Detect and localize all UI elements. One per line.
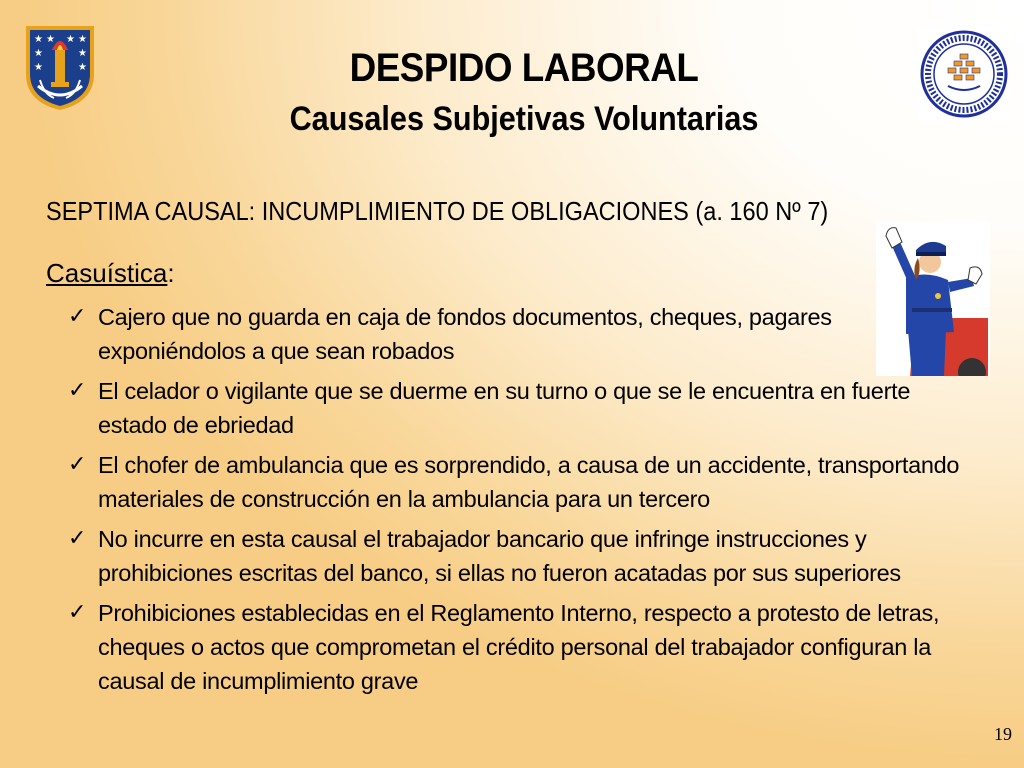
- slide-title: DESPIDO LABORAL: [349, 46, 699, 90]
- list-item: [68, 596, 988, 698]
- casuistica-heading: [46, 258, 175, 289]
- police-officer-clipart: [876, 222, 990, 376]
- casuistica-label: Casuística: [46, 258, 168, 288]
- list-item-text: No incurre en esta causal el trabajador bancario que infringe instrucciones y prohibiciones escritas del banco, si ellas no fueron acatadas por sus superiores: [98, 526, 901, 586]
- svg-text:★: ★: [46, 34, 55, 45]
- svg-text:★: ★: [78, 62, 87, 73]
- checkmark-icon: ✓: [68, 378, 87, 403]
- list-item-text: El chofer de ambulancia que es sorprendido, a causa de un accidente, transportando materiales de construcción en la ambulancia para un tercero: [98, 452, 960, 512]
- list-item: [68, 522, 988, 590]
- list-item-text: El celador o vigilante que se duerme en su turno o que se le encuentra en fuerte estado de ebriedad: [98, 378, 911, 438]
- svg-text:★: ★: [78, 34, 87, 45]
- checkmark-icon: ✓: [68, 600, 87, 625]
- checkmark-icon: ✓: [68, 304, 87, 329]
- svg-text:★: ★: [66, 34, 75, 45]
- list-item: [68, 374, 938, 442]
- checkmark-icon: ✓: [68, 452, 87, 477]
- svg-text:★: ★: [34, 34, 43, 45]
- svg-text:★: ★: [34, 62, 43, 73]
- list-item-text: Cajero que no guarda en caja de fondos documentos, cheques, pagares exponiéndolos a que sean robados: [98, 304, 832, 364]
- svg-text:★: ★: [34, 48, 43, 59]
- svg-text:★: ★: [78, 48, 87, 59]
- list-item-text: Prohibiciones establecidas en el Reglamento Interno, respecto a protesto de letras, cheques o actos que comprometan el crédito personal del trabajador configuran la causal de incumplimiento grave: [98, 600, 940, 694]
- slide-subtitle: Causales Subjetivas Voluntarias: [289, 100, 759, 138]
- casuistica-list: [68, 300, 988, 704]
- checkmark-icon: ✓: [68, 526, 87, 551]
- list-item: [68, 448, 988, 516]
- casuistica-colon: :: [167, 258, 175, 288]
- page-number: 19: [994, 724, 1012, 744]
- causal-heading: SEPTIMA CAUSAL: INCUMPLIMIENTO DE OBLIGACIONES (a. 160 Nº 7): [46, 196, 829, 226]
- list-item: [68, 300, 868, 368]
